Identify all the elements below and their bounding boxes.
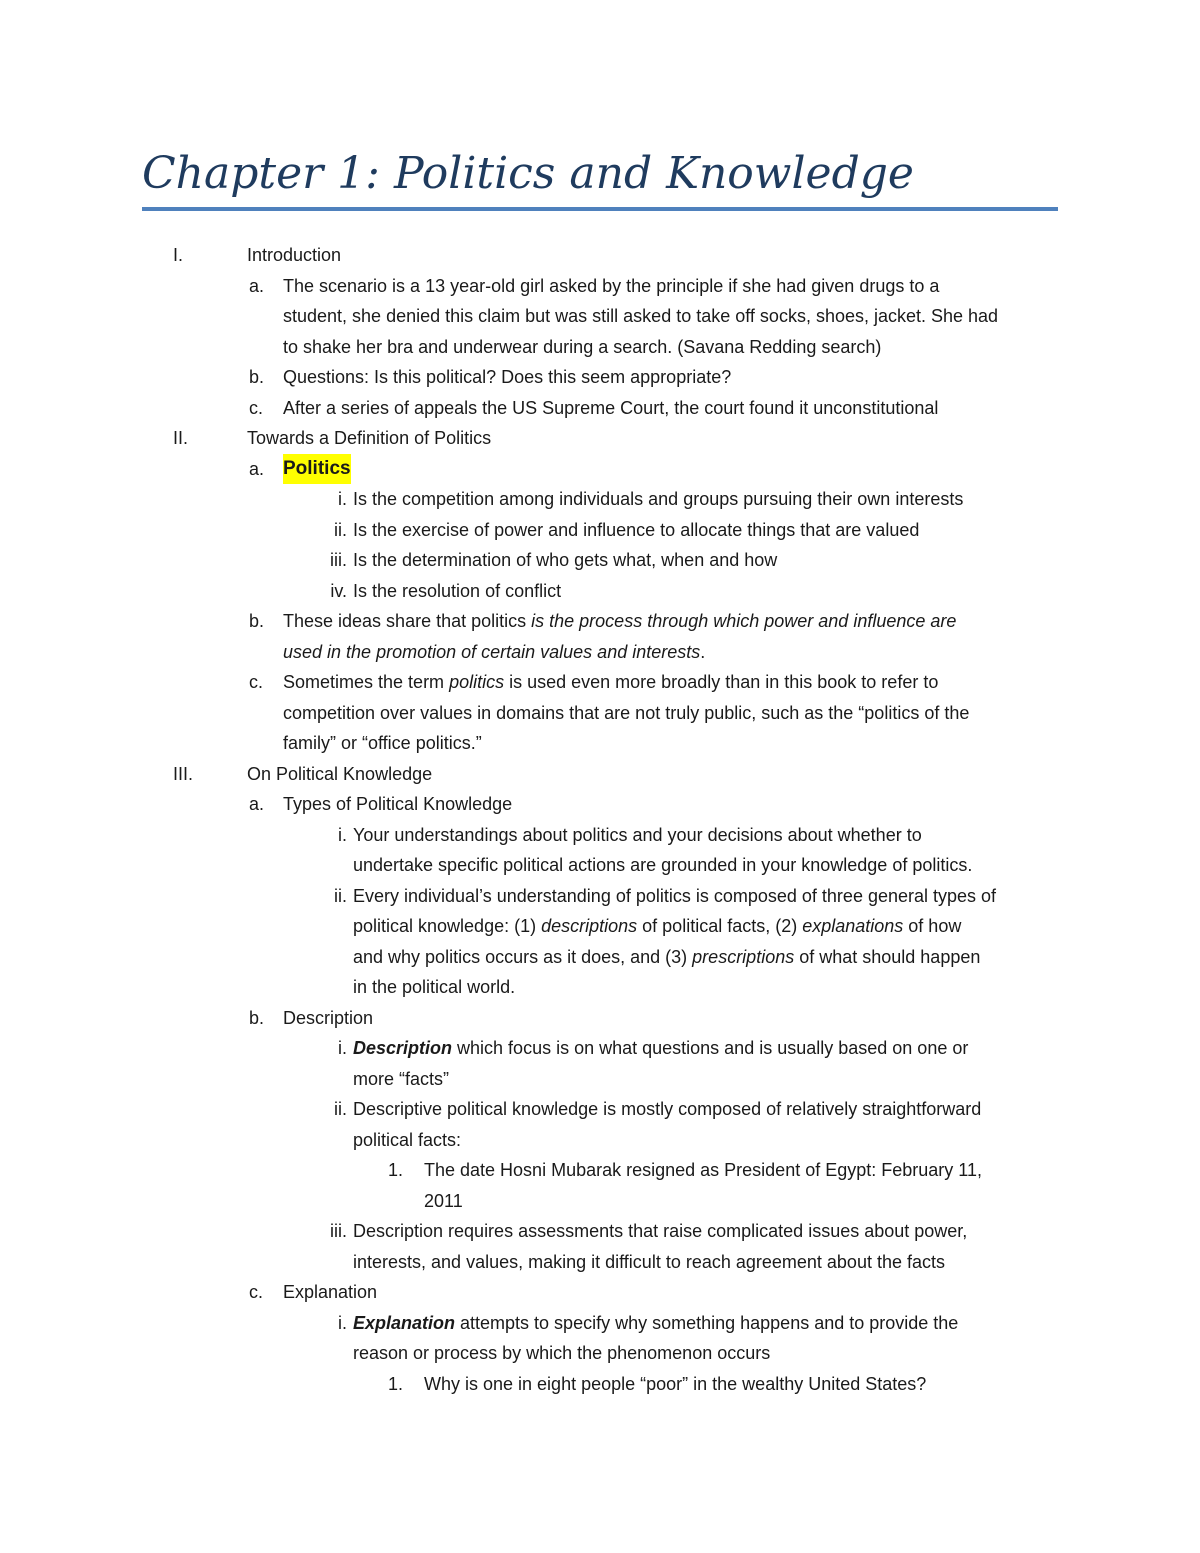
outline-section-3 [0, 759, 1200, 790]
list-item [0, 1308, 1200, 1339]
list-item [0, 362, 1200, 393]
list-item [0, 789, 1200, 820]
list-item-continuation [0, 942, 1200, 973]
list-item [0, 1216, 1200, 1247]
roman-sub-marker: iii. [330, 1221, 347, 1241]
roman-marker: II. [173, 428, 189, 448]
roman-sub-marker: i. [338, 1038, 347, 1058]
list-item-continuation [0, 1186, 1200, 1217]
section-heading: On Political Knowledge [247, 763, 433, 784]
roman-sub-marker: i. [338, 1312, 347, 1333]
list-item-continuation [0, 850, 1200, 881]
list-item [0, 271, 1200, 302]
number-marker: 1. [388, 1373, 404, 1394]
letter-marker: a. [249, 794, 265, 814]
letter-marker: b. [249, 1007, 265, 1028]
item-text: to shake her bra and underwear during a search. (Savana Redding search) [283, 336, 882, 357]
letter-marker: b. [249, 367, 265, 387]
item-text: Descriptive political knowledge is mostly composed of relatively straightforward [353, 1099, 982, 1119]
defined-term: Description [353, 1038, 453, 1058]
defined-term: Explanation [353, 1312, 456, 1333]
section-heading: Introduction [247, 245, 342, 265]
item-text: Sometimes the term politics is used even more broadly than in this book to refer to [283, 672, 939, 692]
list-item [0, 1094, 1200, 1125]
list-item [0, 484, 1200, 515]
list-item-continuation [0, 1064, 1200, 1095]
letter-marker: c. [249, 397, 264, 418]
roman-sub-marker: ii. [334, 885, 347, 906]
roman-marker: III. [173, 763, 194, 784]
subsection-heading: Types of Political Knowledge [283, 794, 513, 814]
item-text: Is the exercise of power and influence to allocate things that are valued [353, 519, 920, 540]
subsection-heading: Description [283, 1007, 374, 1028]
number-marker: 1. [388, 1160, 404, 1180]
item-text: used in the promotion of certain values and interests. [283, 641, 706, 662]
title-underline [142, 207, 1058, 211]
list-item [0, 1155, 1200, 1186]
list-item-continuation [0, 698, 1200, 729]
roman-sub-marker: ii. [334, 519, 347, 540]
outline-section-1 [0, 240, 1200, 271]
item-text: After a series of appeals the US Supreme Court, the court found it unconstitutional [283, 397, 939, 418]
list-item-continuation [0, 911, 1200, 942]
letter-marker: c. [249, 672, 264, 692]
item-text: political knowledge: (1) descriptions of political facts, (2) explanations of how [353, 916, 962, 936]
item-text: Is the resolution of conflict [353, 580, 562, 601]
list-item [0, 606, 1200, 637]
item-text: Description which focus is on what questions and is usually based on one or [353, 1038, 969, 1058]
roman-sub-marker: i. [338, 824, 347, 845]
item-text: political facts: [353, 1129, 462, 1150]
item-text: and why politics occurs as it does, and (3) prescriptions of what should happen [353, 946, 981, 967]
roman-sub-marker: iv. [330, 580, 347, 601]
roman-sub-marker: i. [338, 489, 347, 509]
list-item [0, 667, 1200, 698]
list-item-continuation [0, 972, 1200, 1003]
item-text: Is the determination of who gets what, when and how [353, 550, 778, 570]
item-text: competition over values in domains that are not truly public, such as the “politics of the [283, 702, 970, 723]
item-text: Every individual’s understanding of politics is composed of three general types of [353, 885, 997, 906]
item-text: 2011 [424, 1190, 463, 1211]
item-text: Description requires assessments that raise complicated issues about power, [353, 1221, 968, 1241]
section-heading: Towards a Definition of Politics [247, 428, 492, 448]
subsection-heading: Explanation [283, 1282, 378, 1302]
list-item-continuation [0, 637, 1200, 668]
list-item-continuation [0, 1338, 1200, 1369]
roman-marker: I. [173, 245, 184, 265]
item-text: more “facts” [353, 1068, 450, 1089]
roman-sub-marker: ii. [334, 1099, 347, 1119]
item-text: undertake specific political actions are grounded in your knowledge of politics. [353, 855, 973, 875]
roman-sub-marker: iii. [330, 550, 347, 570]
list-item-continuation [0, 1125, 1200, 1156]
item-text: interests, and values, making it difficult to reach agreement about the facts [353, 1251, 945, 1272]
list-item-continuation [0, 332, 1200, 363]
list-item [0, 820, 1200, 851]
letter-marker: a. [249, 275, 265, 296]
item-text: student, she denied this claim but was still asked to take off socks, shoes, jacket. She had [283, 306, 999, 326]
item-text: family” or “office politics.” [283, 733, 482, 753]
item-text: Your understandings about politics and your decisions about whether to [353, 824, 922, 845]
list-item [0, 881, 1200, 912]
list-item-continuation [0, 1247, 1200, 1278]
outline-section-2 [0, 423, 1200, 454]
highlighted-term: Politics [283, 454, 351, 485]
list-item [0, 545, 1200, 576]
list-item [0, 454, 1200, 485]
item-text: in the political world. [353, 977, 516, 997]
list-item [0, 1003, 1200, 1034]
letter-marker: c. [249, 1282, 264, 1302]
outline [0, 240, 1200, 1399]
list-item [0, 1033, 1200, 1064]
list-item-continuation [0, 728, 1200, 759]
letter-marker: b. [249, 611, 265, 631]
item-text: The scenario is a 13 year-old girl asked by the principle if she had given drugs to a [283, 275, 940, 296]
page-title: Chapter 1: Politics and Knowledge [142, 148, 914, 199]
letter-marker: a. [249, 458, 265, 479]
item-text: Explanation attempts to specify why something happens and to provide the [353, 1312, 959, 1333]
list-item [0, 393, 1200, 424]
item-text: reason or process by which the phenomenon occurs [353, 1343, 771, 1363]
list-item-continuation [0, 301, 1200, 332]
item-text: These ideas share that politics is the process through which power and influence are [283, 611, 957, 631]
list-item [0, 515, 1200, 546]
list-item [0, 1277, 1200, 1308]
list-item [0, 576, 1200, 607]
item-text: Why is one in eight people “poor” in the wealthy United States? [424, 1373, 927, 1394]
item-text: Questions: Is this political? Does this seem appropriate? [283, 367, 732, 387]
item-text: Is the competition among individuals and groups pursuing their own interests [353, 489, 964, 509]
list-item [0, 1369, 1200, 1400]
item-text: The date Hosni Mubarak resigned as President of Egypt: February 11, [424, 1160, 982, 1180]
